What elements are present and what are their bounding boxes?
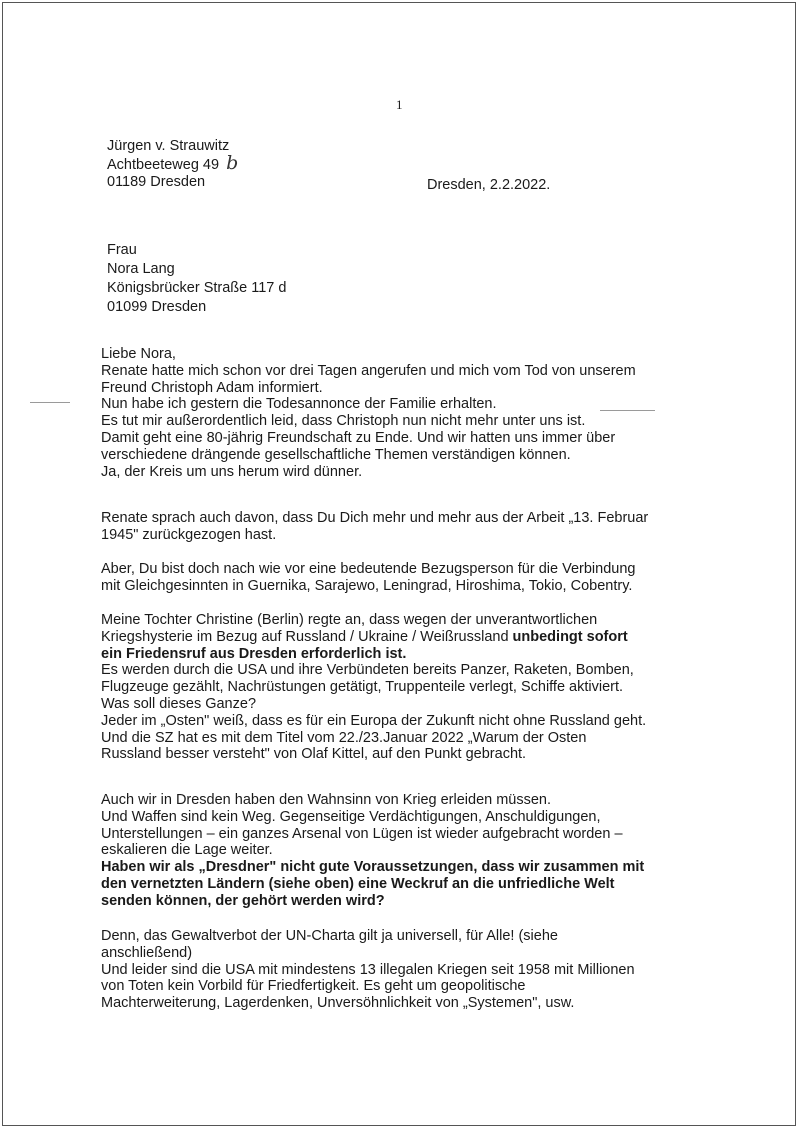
body-line: Jeder im „Osten" weiß, dass es für ein Europa der Zukunft nicht ohne Russland geht. xyxy=(101,712,647,729)
paragraph-reference-person xyxy=(101,561,701,595)
body-line: Denn, das Gewaltverbot der UN-Charta gilt ja universell, für Alle! (siehe xyxy=(101,928,558,944)
body-line: Renate hatte mich schon vor drei Tagen angerufen und mich vom Tod von unserem xyxy=(101,362,636,379)
body-line: eskalieren die Lage weiter. xyxy=(101,842,273,859)
body-line: Es werden durch die USA und ihre Verbündeten bereits Panzer, Raketen, Bomben, xyxy=(101,662,634,679)
body-line: Renate sprach auch davon, dass Du Dich mehr und mehr aus der Arbeit „13. Februar xyxy=(101,510,649,526)
sender-street: Achtbeeteweg 49 xyxy=(107,157,220,173)
place-date: Dresden, 2.2.2022. xyxy=(427,177,551,193)
body-line: Und leider sind die USA mit mindestens 13 illegalen Kriegen seit 1958 mit Millionen xyxy=(101,961,635,978)
body-line: anschließend) xyxy=(101,944,193,961)
recipient-street: Königsbrücker Straße 117 d xyxy=(107,280,287,296)
body-line xyxy=(101,629,701,646)
emphasis-text: unbedingt sofort xyxy=(512,628,628,645)
body-line: mit Gleichgesinnten in Guernika, Sarajewo, Leningrad, Hiroshima, Tokio, Cobentry. xyxy=(101,577,633,594)
emphasis-line: den vernetzten Ländern (siehe oben) eine Weckruf an die unfriedliche Welt xyxy=(101,875,615,892)
body-line: Meine Tochter Christine (Berlin) regte an, dass wegen der unverantwortlichen xyxy=(101,612,598,628)
sender-name: Jürgen v. Strauwitz xyxy=(107,138,230,154)
sender-address xyxy=(107,138,238,191)
scan-artifact xyxy=(600,410,655,411)
paragraph-dresden xyxy=(101,792,701,910)
paragraph-un-charter xyxy=(101,928,701,1012)
paragraph-condolence xyxy=(101,346,701,480)
body-text: Kriegshysterie im Bezug auf Russland / Ukraine / Weißrussland xyxy=(101,628,513,645)
recipient-name: Nora Lang xyxy=(107,261,175,277)
recipient-salutation: Frau xyxy=(107,242,137,258)
body-line: Unterstellungen – ein ganzes Arsenal von Lügen ist wieder aufgebracht worden – xyxy=(101,825,623,842)
scan-artifact xyxy=(30,402,70,403)
body-line: Freund Christoph Adam informiert. xyxy=(101,379,323,396)
body-line: verschiedene drängende gesellschaftliche Themen verständigen können. xyxy=(101,446,571,463)
body-line: 1945" zurückgezogen hast. xyxy=(101,526,277,543)
body-line: von Toten kein Vorbild für Friedfertigkeit. Es geht um geopolitische xyxy=(101,978,526,995)
body-line: Aber, Du bist doch nach wie vor eine bedeutende Bezugsperson für die Verbindung xyxy=(101,561,636,577)
body-line: Damit geht eine 80-jährig Freundschaft zu Ende. Und wir hatten uns immer über xyxy=(101,429,616,446)
body-line: Ja, der Kreis um uns herum wird dünner. xyxy=(101,463,363,480)
sender-street-line xyxy=(107,152,239,174)
sender-city: 01189 Dresden xyxy=(107,174,206,190)
emphasis-line: Haben wir als „Dresdner" nicht gute Voraussetzungen, dass wir zusammen mit xyxy=(101,859,645,876)
paragraph-renate xyxy=(101,510,701,544)
body-line: Russland besser versteht" von Olaf Kittel, auf den Punkt gebracht. xyxy=(101,746,527,763)
body-line: Es tut mir außerordentlich leid, dass Christoph nun nicht mehr unter uns ist. xyxy=(101,413,586,430)
body-line: Und Waffen sind kein Weg. Gegenseitige Verdächtigungen, Anschuldigungen, xyxy=(101,808,601,825)
recipient-city: 01099 Dresden xyxy=(107,299,207,315)
body-line: Auch wir in Dresden haben den Wahnsinn von Krieg erleiden müssen. xyxy=(101,792,552,808)
paragraph-peace-call xyxy=(101,612,701,763)
body-line: Flugzeuge gezählt, Nachrüstungen getätigt, Truppenteile verlegt, Schiffe aktiviert. xyxy=(101,679,624,696)
recipient-address xyxy=(107,241,286,317)
body-line: Nun habe ich gestern die Todesannonce der Familie erhalten. xyxy=(101,396,497,413)
emphasis-line: senden können, der gehört werden wird? xyxy=(101,892,385,909)
body-line: Machterweiterung, Lagerdenken, Unversöhnlichkeit von „Systemen", usw. xyxy=(101,995,575,1012)
body-line: Und die SZ hat es mit dem Titel vom 22./23.Januar 2022 „Warum der Osten xyxy=(101,729,587,746)
emphasis-line: ein Friedensruf aus Dresden erforderlich ist. xyxy=(101,645,407,662)
page-number: 1 xyxy=(396,97,403,112)
handwritten-suffix: b xyxy=(226,152,239,174)
greeting: Liebe Nora, xyxy=(101,346,176,362)
body-line: Was soll dieses Ganze? xyxy=(101,695,257,712)
